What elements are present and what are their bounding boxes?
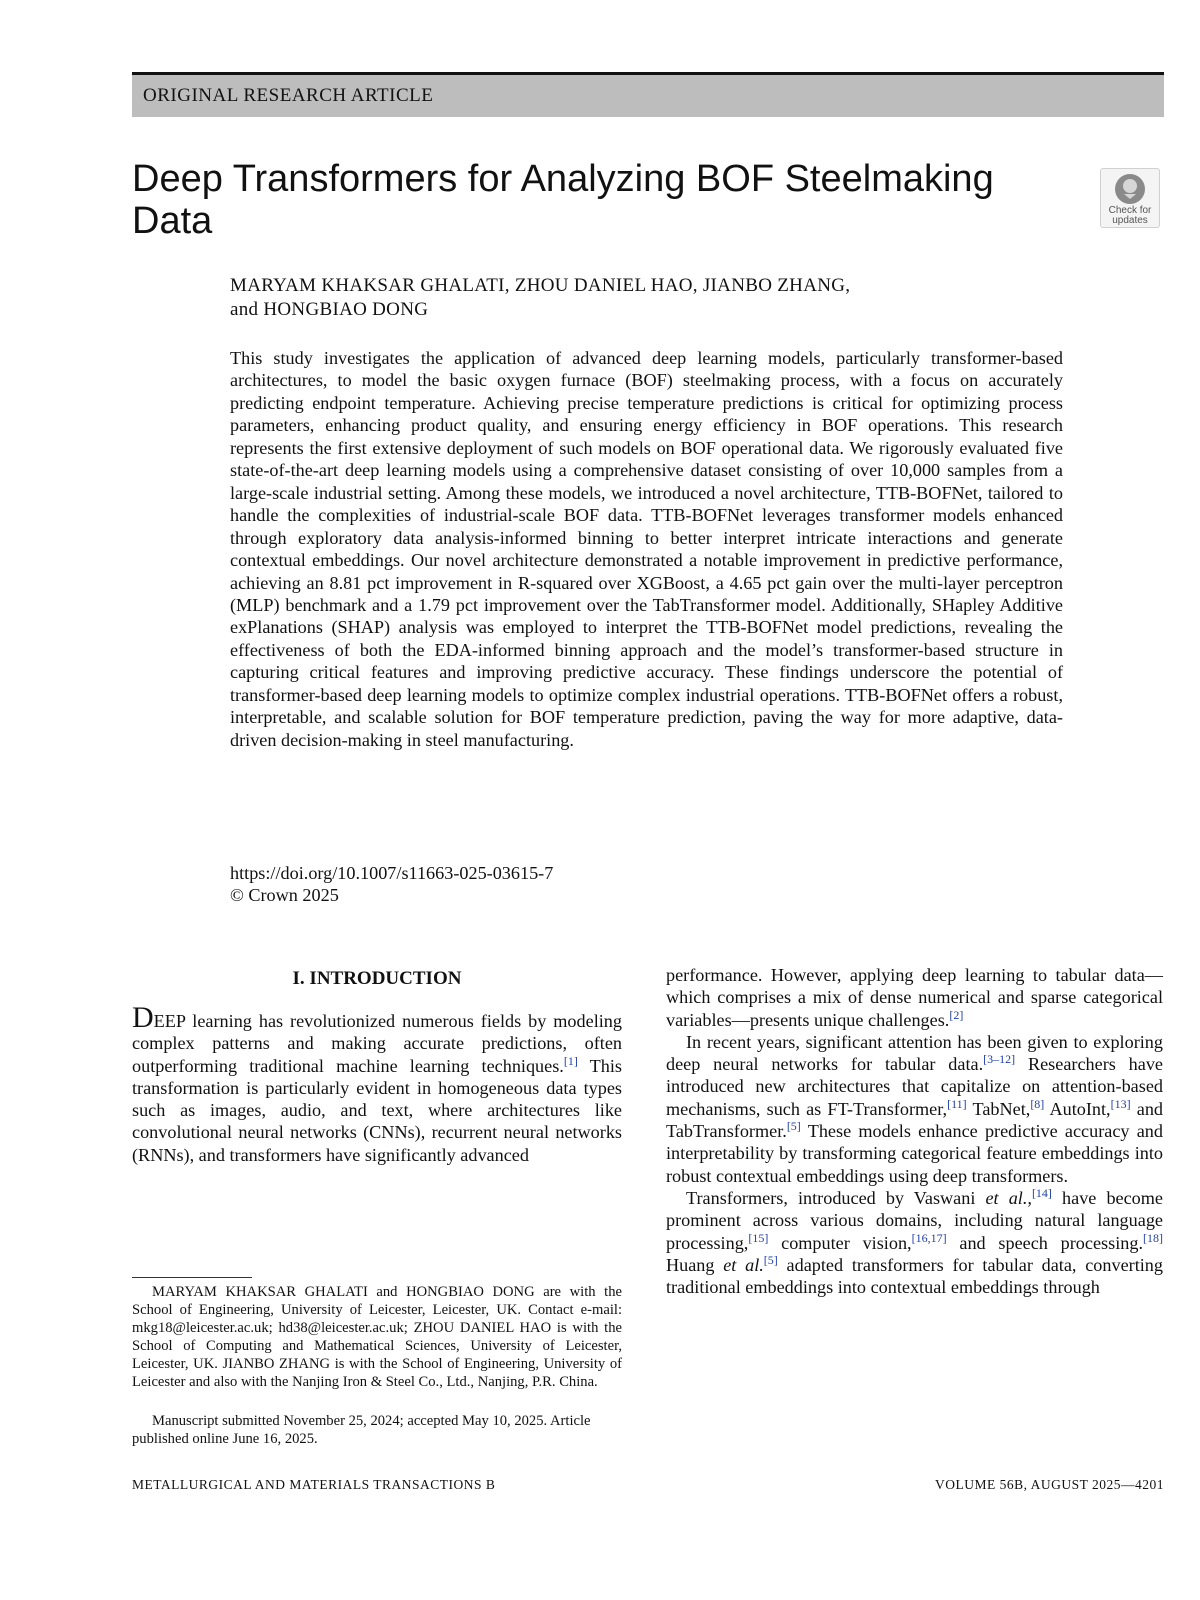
intro-p1-right-text: performance. However, applying deep learning to tabular data—which comprises a mix of dense numerical and sparse categorical variables—presents unique challenges. <box>666 965 1163 1030</box>
copyright: © Crown 2025 <box>230 885 339 905</box>
footer-journal-name: METALLURGICAL AND MATERIALS TRANSACTIONS B <box>132 1477 496 1492</box>
badge-line1: Check for <box>1108 205 1152 216</box>
intro-p3-text-b: have become prominent across various domains, including natural language processing, <box>666 1187 1163 1253</box>
intro-p2-text-a: In recent years, significant attention has been given to exploring deep neural networks for tabular data. <box>666 1031 1163 1075</box>
drop-cap: D <box>132 1001 154 1034</box>
citation-5b[interactable]: [5] <box>763 1252 778 1267</box>
intro-p2-text-f: These models enhance predictive accuracy and interpretability by transforming categorical feature embeddings into robust contextual embeddings using deep transformers. <box>666 1121 1163 1186</box>
article-title: Deep Transformers for Analyzing BOF Steelmaking Data <box>132 158 994 242</box>
citation-15[interactable]: [15] <box>748 1230 769 1245</box>
intro-p2-text-e: and TabTransformer. <box>666 1098 1164 1142</box>
right-column <box>666 964 1163 1298</box>
footnote-rule <box>132 1277 252 1278</box>
authors-line1: MARYAM KHAKSAR GHALATI, ZHOU DANIEL HAO, JIANBO ZHANG, <box>230 275 851 296</box>
citation-1[interactable]: [1] <box>563 1053 578 1068</box>
authors-line2: and HONGBIAO DONG <box>230 299 429 320</box>
intro-paragraph-1 <box>132 1001 622 1166</box>
check-for-updates-badge[interactable] <box>1100 168 1160 228</box>
et-al-2: et al. <box>723 1254 764 1275</box>
intro-p3-text-d: and speech processing. <box>946 1232 1143 1253</box>
intro-p1-text-a: EEP learning has revolutionized numerous fields by modeling complex patterns and making accurate predictions, often outperforming traditional machine learning techniques. <box>132 1011 622 1076</box>
intro-p3-text-a: Transformers, introduced by Vaswani <box>686 1187 986 1208</box>
citation-8[interactable]: [8] <box>1030 1096 1045 1111</box>
citation-3-12[interactable]: [3–12] <box>983 1052 1016 1067</box>
badge-line2: updates <box>1112 215 1148 226</box>
intro-p3-text-e: Huang <box>666 1254 724 1275</box>
intro-p3-text-c: computer vision, <box>768 1232 912 1253</box>
intro-paragraph-3 <box>666 1187 1163 1298</box>
manuscript-dates-footnote: Manuscript submitted November 25, 2024; accepted May 10, 2025. Article published online June 16, 2025. <box>132 1413 591 1447</box>
check-for-updates-icon <box>1113 172 1147 206</box>
intro-p2-text-c: TabNet, <box>966 1098 1031 1119</box>
citation-13[interactable]: [13] <box>1110 1096 1131 1111</box>
intro-p2-text-d: AutoInt, <box>1044 1098 1111 1119</box>
citation-16-17[interactable]: [16,17] <box>911 1230 947 1245</box>
citation-2[interactable]: [2] <box>949 1007 964 1022</box>
author-list <box>230 274 1010 322</box>
intro-p3-text-f: adapted transformers for tabular data, converting traditional embeddings into contextual embeddings through <box>666 1254 1163 1298</box>
doi-link[interactable]: https://doi.org/10.1007/s11663-025-03615-7 <box>230 863 554 883</box>
doi-block <box>230 862 553 906</box>
citation-5[interactable]: [5] <box>786 1119 801 1134</box>
et-al-1: et al., <box>985 1187 1032 1208</box>
article-type-banner: ORIGINAL RESEARCH ARTICLE <box>132 75 1164 117</box>
citation-18[interactable]: [18] <box>1143 1230 1163 1245</box>
citation-14[interactable]: [14] <box>1031 1185 1052 1200</box>
intro-p2-text-b: Researchers have introduced new architectures that capitalize on attention-based mechanisms, such as FT-Transformer, <box>666 1054 1163 1119</box>
section-heading-introduction: I. INTRODUCTION <box>292 968 462 989</box>
intro-paragraph-2 <box>666 1031 1163 1187</box>
intro-paragraph-1-continued <box>666 964 1163 1031</box>
footer-volume-page: VOLUME 56B, AUGUST 2025—4201 <box>934 1477 1164 1492</box>
abstract: This study investigates the application of advanced deep learning models, particularly transformer-based architectures, to model the basic oxygen furnace (BOF) steelmaking process, with a focus on accurately predicting endpoint temperature. Achieving precise temperature predictions is critical for optimizing process parameters, enhancing product quality, and ensuring energy efficiency in BOF operations. This research represents the first extensive deployment of such models on BOF operational data. We rigorously evaluated five state-of-the-art deep learning models using a comprehensive dataset consisting of over 10,000 samples from a large-scale industrial setting. Among these models, we introduced a novel architecture, TTB-BOFNet, tailored to handle the complexities of industrial-scale BOF data. TTB-BOFNet leverages transformer models enhanced through exploratory data analysis-informed binning to better interpret intricate interactions and generate contextual embeddings. Our novel architecture demonstrated a notable improvement in predictive performance, achieving an 8.81 pct improvement in R-squared over XGBoost, a 4.65 pct gain over the multi-layer perceptron (MLP) benchmark and a 1.79 pct improvement over the TabTransformer model. Additionally, SHapley Additive exPlanations (SHAP) analysis was employed to interpret the TTB-BOFNet model predictions, revealing the effectiveness of both the EDA-informed binning approach and the model’s transformer-based structure in capturing critical features and improving predictive accuracy. These findings underscore the potential of transformer-based deep learning models to optimize complex industrial operations. TTB-BOFNet offers a robust, interpretable, and scalable solution for BOF temperature prediction, paving the way for more adaptive, data-driven decision-making in steel manufacturing. <box>230 348 1063 750</box>
citation-11[interactable]: [11] <box>947 1096 967 1111</box>
author-affiliations-footnote: MARYAM KHAKSAR GHALATI and HONGBIAO DONG are with the School of Engineering, University of Leicester, Leicester, UK. Contact e-mail: mkg18@leicester.ac.uk; hd38@leicester.ac.uk; ZHOU DANIEL HAO is with the School of Computing and Mathematical Sciences, University of Leicester, Leicester, UK. JIANBO ZHANG is with the School of Engineering, University of Leicester and also with the Nanjing Iron & Steel Co., Ltd., Nanjing, P.R. China. <box>132 1284 622 1390</box>
intro-p1-text-b: This transformation is particularly evident in homogeneous data types such as images, audio, and text, where architectures like convolutional neural networks (CNNs), recurrent neural networks (RNNs), and transformers have significantly advanced <box>132 1055 622 1165</box>
